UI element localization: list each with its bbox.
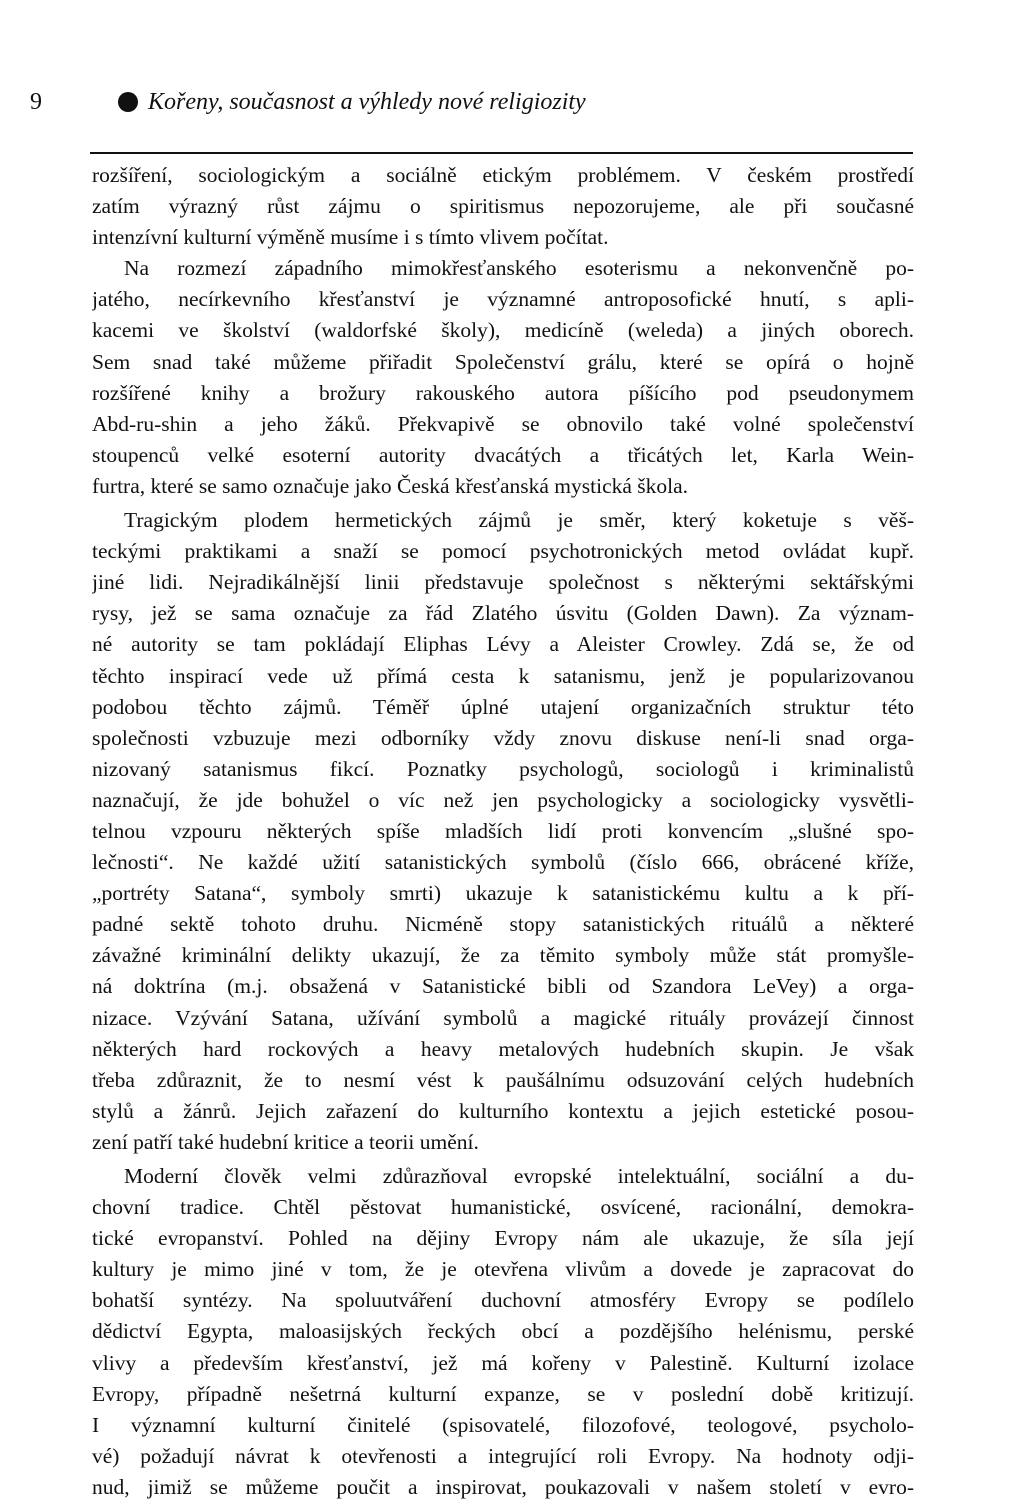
text-line: nizovaný satanismus fikcí. Poznatky psychologů, sociologů i kriminalistů <box>92 756 914 781</box>
text-line: rysy, jež se sama označuje za řád Zlatého úsvitu (Golden Dawn). Za význam- <box>92 601 914 626</box>
text-line: Evropy, případně nešetrná kulturní expanze, se v poslední době kritizují. <box>92 1381 914 1406</box>
text-line: vlivy a především křesťanství, jež má kořeny v Palestině. Kulturní izolace <box>92 1350 914 1375</box>
text-line: Na rozmezí západního mimokřesťanského esoterismu a nekonvenčně po- <box>124 256 914 281</box>
text-line: závažné kriminální delikty ukazují, že za těmito symboly může stát promyšle- <box>92 943 914 968</box>
text-line: intenzívní kulturní výměně musíme i s tímto vlivem počítat. <box>92 225 609 250</box>
text-line: třeba zdůraznit, že to nesmí vést k paušálnímu odsuzování celých hudebních <box>92 1067 914 1092</box>
text-line: zení patří také hudební kritice a teorii umění. <box>92 1129 479 1154</box>
page-number: 9 <box>30 89 42 115</box>
body-text <box>92 160 914 1503</box>
text-line: Abd-ru-shin a jeho žáků. Překvapivě se obnovilo také volné společenství <box>92 411 914 436</box>
text-line: Tragickým plodem hermetických zájmů je směr, který koketuje s věš- <box>124 508 914 533</box>
text-line: kacemi ve školství (waldorfské školy), medicíně (weleda) a jiných oborech. <box>92 318 914 343</box>
text-line: těchto inspirací vede už přímá cesta k satanismu, jenž je popularizovanou <box>92 663 914 688</box>
text-line: společnosti vzbuzuje mezi odborníky vždy znovu diskuse není-li snad orga- <box>92 725 914 750</box>
text-line: jiné lidi. Nejradikálnější linii představuje společnost s některými sektářskými <box>92 570 914 595</box>
text-line: stoupenců velké esoterní autority dvacátých a třicátých let, Karla Wein- <box>92 442 914 467</box>
text-line: bohatší syntézy. Na spoluutváření duchovní atmosféry Evropy se podílelo <box>92 1288 914 1313</box>
text-line: nizace. Vzývání Satana, užívání symbolů a magické rituály provázejí činnost <box>92 1005 914 1030</box>
text-line: kultury je mimo jiné v tom, že je otevřena vlivům a dovede je zapracovat do <box>92 1257 914 1282</box>
text-line: vé) požadují návrat k otevřenosti a integrující roli Evropy. Na hodnoty odji- <box>92 1443 914 1468</box>
text-line: dědictví Egypta, maloasijských řeckých obcí a pozdějšího helénismu, perské <box>92 1319 914 1344</box>
text-line: některých hard rockových a heavy metalových hudebních skupin. Je však <box>92 1036 914 1061</box>
text-line: I významní kulturní činitelé (spisovatelé, filozofové, teologové, psycholo- <box>92 1412 914 1437</box>
text-line: lečnosti“. Ne každé užití satanistických symbolů (číslo 666, obrácené kříže, <box>92 850 914 875</box>
text-line: telnou vzpouru některých spíše mladších lidí proti konvencím „slušné spo- <box>92 818 914 843</box>
text-line: ná doktrína (m.j. obsažená v Satanistické bibli od Szandora LeVey) a orga- <box>92 974 914 999</box>
text-line: rozšíření, sociologickým a sociálně etickým problémem. V českém prostředí <box>92 163 914 187</box>
page-header <box>30 82 910 126</box>
text-line: zatím výrazný růst zájmu o spiritismus nepozorujeme, ale při současné <box>92 194 914 219</box>
text-line: rozšířené knihy a brožury rakouského autora píšícího pod pseudonymem <box>92 380 914 405</box>
text-line: „portréty Satana“, symboly smrti) ukazuje k satanistickému kultu a k pří- <box>92 881 914 906</box>
text-line: podobou těchto zájmů. Téměř úplné utajení organizačních struktur této <box>92 694 914 719</box>
text-line: naznačují, že jde bohužel o víc než jen psychologicky a sociologicky vysvětli- <box>92 787 914 812</box>
text-line: padné sektě tohoto druhu. Nicméně stopy satanistických rituálů a některé <box>92 912 914 937</box>
text-line: teckými praktikami a snaží se pomocí psychotronických metod ovládat kupř. <box>92 539 914 564</box>
running-title: Kořeny, současnost a výhledy nové religiozity <box>148 89 586 115</box>
bullet-dot-icon <box>118 92 138 112</box>
text-line: né autority se tam pokládají Eliphas Lévy a Aleister Crowley. Zdá se, že od <box>92 632 914 657</box>
text-line: chovní tradice. Chtěl pěstovat humanistické, osvícené, racionální, demokra- <box>92 1195 914 1220</box>
text-line: stylů a žánrů. Jejich zařazení do kulturního kontextu a jejich estetické posou- <box>92 1098 914 1123</box>
text-line: nud, jimiž se můžeme poučit a inspirovat, poukazovali v našem století v evro- <box>92 1474 914 1499</box>
header-rule <box>90 152 913 154</box>
text-line: Moderní člověk velmi zdůrazňoval evropské intelektuální, sociální a du- <box>124 1164 914 1188</box>
text-line: jatého, necírkevního křesťanství je významné antroposofické hnutí, s apli- <box>92 287 914 312</box>
text-line: furtra, které se samo označuje jako Česká křesťanská mystická škola. <box>92 473 689 498</box>
text-line: tické evropanství. Pohled na dějiny Evropy nám ale ukazuje, že síla její <box>92 1226 914 1251</box>
text-line: Sem snad také můžeme přiřadit Společenství grálu, které se opírá o hojně <box>92 349 914 374</box>
